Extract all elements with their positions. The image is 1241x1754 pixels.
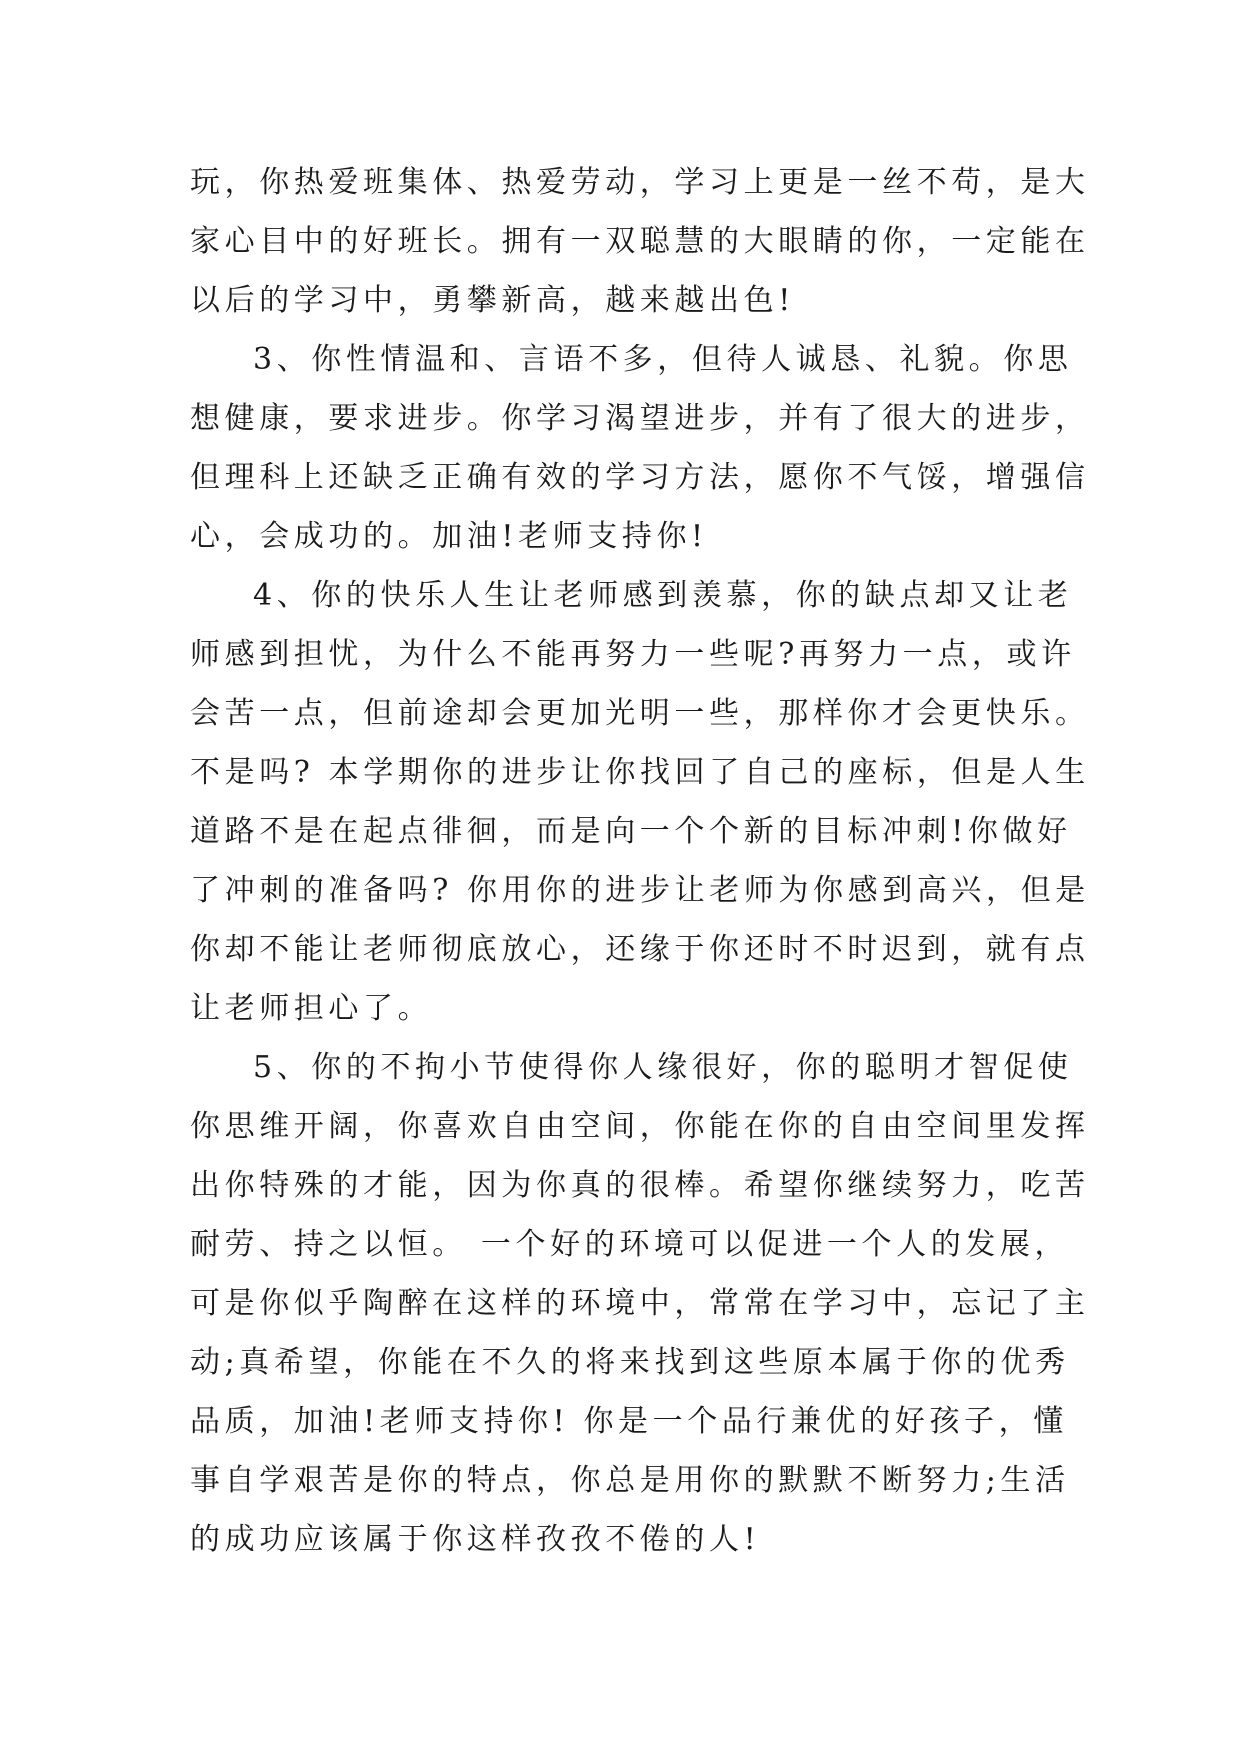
text-line: 想健康，要求进步。你学习渴望进步，并有了很大的进步，: [190, 401, 1090, 436]
text-line: 会苦一点，但前途却会更加光明一些，那样你才会更快乐。: [190, 696, 1090, 731]
text-line: 可是你似乎陶醉在这样的环境中，常常在学习中，忘记了主: [190, 1286, 1090, 1321]
paragraph-4-first-line: 4、你的快乐人生让老师感到羡慕，你的缺点却又让老: [253, 578, 1073, 613]
text-line: 出你特殊的才能，因为你真的很棒。希望你继续努力，吃苦: [190, 1168, 1090, 1203]
text-line: 品质，加油!老师支持你! 你是一个品行兼优的好孩子，懂: [190, 1404, 1068, 1439]
text-line: 师感到担忧，为什么不能再努力一些呢?再努力一点，或许: [190, 637, 1076, 672]
text-line: 家心目中的好班长。拥有一双聪慧的大眼睛的你，一定能在: [190, 224, 1090, 259]
text-line: 但理科上还缺乏正确有效的学习方法，愿你不气馁，增强信: [190, 460, 1090, 495]
text-line: 不是吗? 本学期你的进步让你找回了自己的座标，但是人生: [190, 755, 1090, 790]
text-line: 了冲刺的准备吗? 你用你的进步让老师为你感到高兴，但是: [190, 873, 1090, 908]
text-line: 你却不能让老师彻底放心，还缘于你还时不时迟到，就有点: [190, 932, 1090, 967]
text-line: 耐劳、持之以恒。 一个好的环境可以促进一个人的发展，: [190, 1227, 1070, 1262]
text-line: 玩，你热爱班集体、热爱劳动，学习上更是一丝不苟，是大: [190, 165, 1090, 200]
paragraph-5-first-line: 5、你的不拘小节使得你人缘很好，你的聪明才智促使: [253, 1050, 1073, 1085]
text-line: 道路不是在起点徘徊，而是向一个个新的目标冲刺!你做好: [190, 814, 1072, 849]
text-line: 以后的学习中，勇攀新高，越来越出色!: [190, 283, 795, 318]
text-line: 你思维开阔，你喜欢自由空间，你能在你的自由空间里发挥: [190, 1109, 1090, 1144]
text-line: 事自学艰苦是你的特点，你总是用你的默默不断努力;生活: [190, 1463, 1070, 1498]
text-line: 让老师担心了。: [190, 991, 433, 1026]
paragraph-3-first-line: 3、你性情温和、言语不多，但待人诚恳、礼貌。你思: [253, 342, 1073, 377]
text-line: 心，会成功的。加油!老师支持你!: [190, 519, 708, 554]
text-line: 动;真希望，你能在不久的将来找到这些原本属于你的优秀: [190, 1345, 1070, 1380]
text-line: 的成功应该属于你这样孜孜不倦的人!: [190, 1522, 761, 1557]
